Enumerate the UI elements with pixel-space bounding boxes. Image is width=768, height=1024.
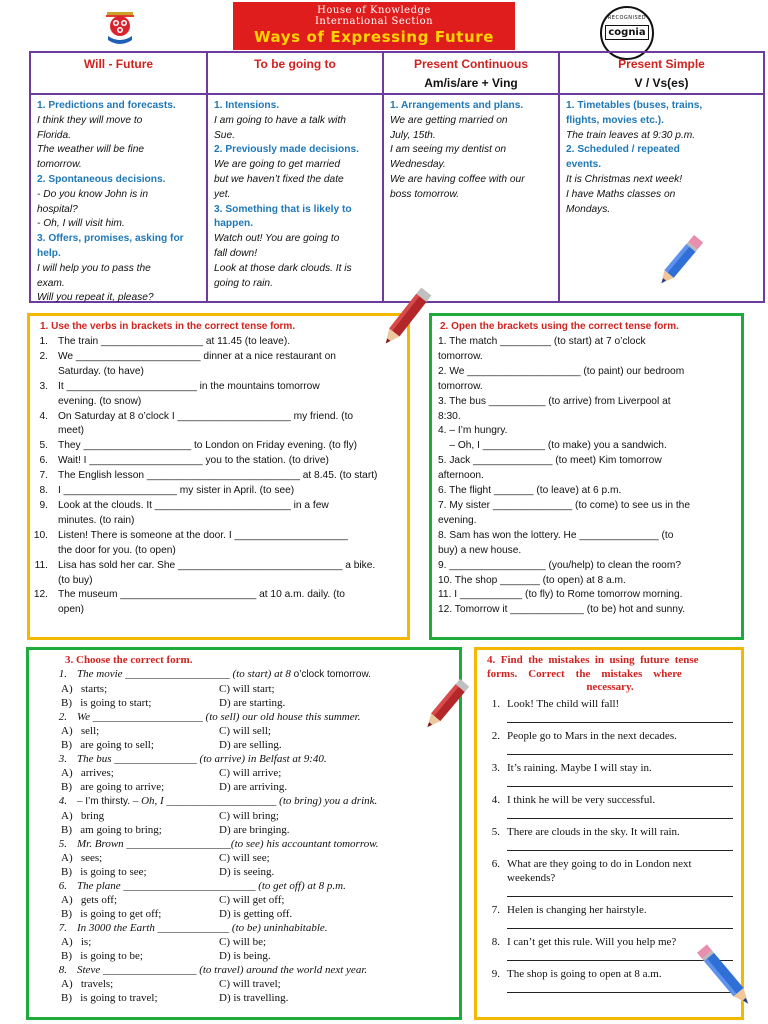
item-text: The English lesson ___________________________ at 8.45. (to start)	[58, 470, 378, 482]
option-b[interactable]: B) is going to start;	[61, 697, 152, 709]
list-item	[481, 871, 741, 885]
list-item: 4. – I’m hungry.	[438, 425, 508, 437]
question-number: 5.	[58, 838, 67, 850]
list-item	[30, 529, 403, 544]
exercise-2	[429, 313, 744, 640]
option-a[interactable]: A) travels;	[61, 978, 114, 990]
question	[29, 752, 455, 766]
item-text: Helen is changing her hairstyle.	[507, 903, 647, 916]
item-number	[30, 514, 58, 529]
item-text: We ______________________ dinner at a nice restaurant on	[58, 350, 336, 362]
list-item: 6. The flight _______ (to leave) at 6 p.m.	[438, 485, 622, 497]
list-item: tomorrow.	[438, 350, 483, 362]
option-a[interactable]: A) sees;	[61, 852, 103, 864]
item-text: There are clouds in the sky. It will rain.	[507, 825, 680, 838]
exercise-title: 2. Open the brackets using the correct tense form.	[440, 321, 679, 332]
column-will-future	[31, 53, 208, 304]
item-number: 11.	[34, 559, 48, 571]
example-sentence: July, 15th.	[390, 129, 436, 141]
question	[29, 963, 455, 977]
option-a[interactable]: A) gets off;	[61, 894, 118, 906]
item-text: Look! The child will fall!	[507, 697, 620, 710]
example-sentence: Wednesday.	[390, 159, 446, 171]
item-text: Wait! I ____________________ you to the station. (to drive)	[58, 455, 329, 467]
usage-heading: flights, movies etc.).	[566, 114, 664, 126]
column-body	[208, 95, 382, 291]
item-text: Saturday. (to have)	[58, 365, 144, 377]
item-text: The train __________________ at 11.45 (to leave).	[58, 336, 291, 347]
example-sentence: It is Christmas next week!	[566, 173, 683, 185]
item-text: What are they going to do in London next	[507, 857, 692, 870]
example-sentence: I have Maths classes on	[566, 188, 676, 200]
answer-line[interactable]	[507, 775, 733, 787]
usage-heading: 1. Predictions and forecasts.	[37, 100, 176, 111]
item-number: 12.	[33, 589, 48, 601]
option-d[interactable]: D) is seeing.	[219, 866, 275, 878]
school-crest-icon	[104, 10, 136, 48]
list-item	[30, 454, 403, 469]
answer-line[interactable]	[507, 885, 733, 897]
column-present-continuous	[384, 53, 560, 301]
options-row	[29, 696, 455, 710]
option-c[interactable]: C) will see;	[219, 852, 270, 864]
item-text: open)	[58, 604, 85, 616]
question-number: 2.	[58, 711, 67, 723]
example-sentence: We are getting married on	[390, 114, 508, 126]
option-d[interactable]: D) are starting.	[219, 697, 286, 709]
exercise-title: 1. Use the verbs in brackets in the correct tense form.	[40, 321, 296, 332]
option-b[interactable]: B) are going to sell;	[61, 739, 154, 751]
question	[29, 794, 455, 809]
list-item: evening.	[438, 514, 477, 526]
example-sentence: Florida.	[37, 129, 71, 141]
item-text: I can’t get this rule. Will you help me?	[507, 935, 677, 948]
item-number: 5.	[39, 440, 48, 452]
item-text: the door for you. (to open)	[58, 544, 176, 556]
example-sentence: The train leaves at 9:30 p.m.	[566, 129, 696, 141]
option-d[interactable]: D) are selling.	[219, 739, 282, 751]
item-number: 1.	[39, 336, 48, 347]
usage-heading: 3. Something that is likely to	[214, 203, 352, 215]
question-text: Mr. Brown ___________________(to see) his accountant tomorrow.	[77, 838, 379, 850]
option-c[interactable]: C) will start;	[219, 683, 275, 695]
option-c[interactable]: C) will bring;	[219, 810, 279, 822]
item-number: 6.	[39, 455, 48, 467]
question-text: The plane ________________________ (to get off) at 8 p.m.	[77, 880, 346, 892]
example-sentence: going to rain.	[214, 277, 273, 289]
example-sentence: hospital?	[37, 203, 78, 215]
example-sentence: yet.	[214, 188, 231, 200]
item-number: 8.	[39, 485, 48, 497]
item-text: It’s raining. Maybe I will stay in.	[507, 761, 652, 774]
item-number: 9.	[491, 967, 500, 980]
list-item	[481, 825, 741, 839]
item-number: 4.	[491, 793, 500, 806]
options-row	[29, 893, 455, 907]
school-name: House of Knowledge	[317, 5, 431, 16]
list-item: tomorrow.	[438, 380, 483, 392]
list-item	[30, 574, 403, 589]
item-number: 8.	[491, 935, 500, 948]
options-row	[29, 682, 455, 696]
list-item: buy) a new house.	[438, 544, 522, 556]
list-item	[30, 350, 403, 365]
page-title: Ways of Expressing Future	[253, 28, 495, 46]
header-banner	[233, 2, 515, 50]
item-text: Lisa has sold her car. She _____________________________ a bike.	[58, 559, 376, 571]
list-item: 9. _________________ (you/help) to clean the room?	[438, 559, 681, 571]
item-number: 3.	[491, 761, 500, 774]
option-c[interactable]: C) will travel;	[219, 978, 281, 990]
example-sentence: - Do you know John is in	[37, 188, 148, 200]
example-sentence: boss tomorrow.	[390, 188, 460, 200]
item-number	[30, 544, 58, 559]
option-c[interactable]: C) will get off;	[219, 894, 285, 906]
list-item	[30, 514, 403, 529]
question-number: 6.	[58, 880, 67, 892]
question	[29, 921, 455, 935]
item-number: 2.	[39, 350, 48, 362]
option-d[interactable]: D) is travelling.	[219, 992, 289, 1004]
item-text: The museum ________________________ at 10 a.m. daily. (to	[58, 589, 345, 601]
item-text: It _______________________ in the mountains tomorrow	[58, 380, 320, 392]
options-row	[29, 907, 455, 921]
example-sentence: I am going to have a talk with	[214, 114, 346, 126]
list-item	[481, 761, 741, 775]
item-number	[30, 395, 58, 410]
item-number: 3.	[39, 380, 48, 392]
options-row	[29, 738, 455, 752]
item-number: 10.	[33, 529, 48, 541]
answer-line[interactable]	[507, 743, 733, 755]
exercise-2-list	[432, 334, 741, 618]
item-text: People go to Mars in the next decades.	[507, 729, 677, 742]
option-d[interactable]: D) is being.	[219, 950, 271, 962]
question-text: We ____________________ (to sell) our old house this summer.	[77, 711, 361, 723]
options-row	[29, 724, 455, 738]
options-row	[29, 865, 455, 879]
exercise-3-list	[29, 667, 459, 1005]
item-number	[30, 603, 58, 618]
item-text: evening. (to snow)	[58, 395, 142, 407]
list-item	[30, 484, 403, 499]
option-b[interactable]: B) are going to arrive;	[61, 781, 165, 793]
question-text: – I’m thirsty. – Oh, I ____________________ (to bring) you a drink.	[77, 795, 378, 807]
option-b[interactable]: B) is going to be;	[61, 950, 143, 962]
option-b[interactable]: B) is going to see;	[61, 866, 147, 878]
item-text: On Saturday at 8 o’clock I ____________________ my friend. (to	[58, 410, 354, 422]
usage-heading: happen.	[214, 218, 254, 230]
exercise-1-list	[30, 334, 407, 618]
column-body	[31, 95, 206, 306]
example-sentence: Look at those dark clouds. It is	[214, 262, 352, 274]
answer-line[interactable]	[507, 917, 733, 929]
usage-heading: help.	[37, 247, 61, 259]
item-text: minutes. (to rain)	[58, 514, 135, 526]
usage-heading: 2. Spontaneous decisions.	[37, 173, 166, 185]
item-number: 2.	[491, 729, 500, 742]
list-item	[481, 729, 741, 743]
item-text: weekends?	[507, 871, 556, 884]
item-number: 1.	[491, 697, 500, 710]
item-number	[481, 871, 507, 885]
column-body	[560, 95, 763, 217]
example-sentence: Mondays.	[566, 203, 611, 215]
example-sentence: Sue.	[214, 129, 235, 141]
list-item: 12. Tomorrow it _____________ (to be) hot and sunny.	[438, 604, 686, 616]
item-text: Listen! There is someone at the door. I ____________________	[58, 529, 348, 541]
list-item	[30, 410, 403, 425]
item-number: 7.	[39, 470, 48, 482]
usage-heading: 1. Intensions.	[214, 100, 280, 111]
item-text: I think he will be very successful.	[507, 793, 656, 806]
question-number: 7.	[58, 922, 67, 934]
options-row	[29, 823, 455, 837]
example-sentence: I think they will move to	[37, 114, 143, 126]
exercise-3	[26, 647, 462, 1020]
option-b[interactable]: B) am going to bring;	[61, 824, 162, 836]
pencil-icon	[650, 230, 710, 297]
list-item	[481, 697, 741, 711]
question-text: The movie ___________________ (to start) at 8 o’clock tomorrow.	[77, 668, 371, 680]
example-sentence: We are having coffee with our	[390, 173, 525, 185]
list-item: 3. The bus __________ (to arrive) from Liverpool at	[438, 395, 671, 407]
item-number	[30, 424, 58, 439]
question-text: Steve _________________ (to travel) around the world next year.	[77, 964, 368, 976]
question	[29, 710, 455, 724]
usage-heading: 2. Previously made decisions.	[214, 144, 359, 156]
usage-heading: 1. Arrangements and plans.	[390, 100, 524, 111]
example-sentence: fall down!	[214, 247, 258, 259]
option-d[interactable]: D) is getting off.	[219, 908, 293, 920]
item-text: Look at the clouds. It ________________________ in a few	[58, 499, 329, 511]
question-number: 1.	[58, 668, 67, 680]
item-text: (to buy)	[58, 574, 93, 586]
question-text: The bus _______________ (to arrive) in Belfast at 9:40.	[77, 753, 327, 765]
item-text: The shop is going to open at 8 a.m.	[507, 967, 662, 980]
list-item	[481, 857, 741, 871]
list-item: 8:30.	[438, 410, 461, 422]
list-item: 2. We ____________________ (to paint) our bedroom	[438, 365, 685, 377]
options-row	[29, 780, 455, 794]
column-header: Will - Future	[31, 53, 206, 95]
pencil-icon	[418, 674, 474, 741]
options-row	[29, 949, 455, 963]
example-sentence: Will you repeat it, please?	[37, 292, 154, 304]
list-item	[30, 380, 403, 395]
list-item	[481, 903, 741, 917]
options-row	[29, 935, 455, 949]
list-item: 5. Jack ______________ (to meet) Kim tomorrow	[438, 455, 662, 467]
option-a[interactable]: A) sell;	[61, 725, 100, 737]
question	[29, 837, 455, 851]
list-item: – Oh, I ___________ (to make) you a sandwich.	[438, 440, 667, 452]
example-sentence: tomorrow.	[37, 159, 82, 171]
list-item	[30, 559, 403, 574]
exercise-title: 3. Choose the correct form.	[65, 654, 193, 666]
list-item: afternoon.	[438, 470, 484, 482]
usage-heading: events.	[566, 159, 602, 171]
example-sentence: - Oh, I will visit him.	[37, 218, 125, 230]
question-number: 4.	[58, 795, 67, 807]
item-number: 9.	[39, 499, 48, 511]
list-item	[30, 499, 403, 514]
question	[29, 879, 455, 893]
item-text: They ___________________ to London on Friday evening. (to fly)	[58, 440, 358, 452]
column-going-to	[208, 53, 384, 301]
question-number: 8.	[58, 964, 67, 976]
exercise-title: 4. Find the mistakes in using future tense forms. Correct the mistakes where necessary.	[487, 654, 699, 693]
option-a[interactable]: A) arrives;	[61, 767, 114, 779]
list-item: 11. I ___________ (to fly) to Rome tomorrow morning.	[438, 589, 683, 601]
option-a[interactable]: A) starts;	[61, 683, 108, 695]
list-item	[30, 588, 403, 603]
options-row	[29, 766, 455, 780]
example-sentence: Watch out! You are going to	[214, 233, 340, 245]
usage-heading: 3. Offers, promises, asking for	[37, 233, 184, 245]
answer-line[interactable]	[507, 711, 733, 723]
list-item	[30, 544, 403, 559]
question-number: 3.	[58, 753, 67, 765]
options-row	[29, 991, 455, 1005]
answer-line[interactable]	[507, 807, 733, 819]
option-c[interactable]: C) will be;	[219, 936, 267, 948]
list-item	[30, 365, 403, 380]
item-number	[30, 365, 58, 380]
list-item: 7. My sister ______________ (to come) to see us in the	[438, 499, 691, 511]
example-sentence: exam.	[37, 277, 65, 289]
usage-heading: 2. Scheduled / repeated	[566, 144, 680, 156]
options-row	[29, 809, 455, 823]
example-sentence: The weather will be fine	[37, 144, 145, 156]
list-item	[30, 469, 403, 484]
list-item	[481, 793, 741, 807]
usage-heading: 1. Timetables (buses, trains,	[566, 100, 703, 111]
option-c[interactable]: C) will sell;	[219, 725, 271, 737]
options-row	[29, 977, 455, 991]
list-item: 8. Sam has won the lottery. He ______________ (to	[438, 529, 674, 541]
list-item	[30, 395, 403, 410]
list-item: 10. The shop _______ (to open) at 8 a.m.	[438, 574, 626, 586]
question-text: In 3000 the Earth _____________ (to be) uninhabitable.	[77, 922, 328, 934]
example-sentence: We are going to get married	[214, 159, 341, 171]
item-text: meet)	[58, 425, 85, 437]
option-d[interactable]: D) are arriving.	[219, 781, 288, 793]
item-number: 6.	[491, 857, 500, 870]
answer-line[interactable]	[507, 839, 733, 851]
item-number: 7.	[491, 903, 500, 916]
option-a[interactable]: A) bring	[61, 810, 105, 822]
column-body	[384, 95, 558, 203]
school-section: International Section	[314, 16, 434, 27]
list-item: 1. The match _________ (to start) at 7 o’clock	[438, 336, 646, 347]
item-number: 5.	[491, 825, 500, 838]
item-text: I ____________________ my sister in April. (to see)	[58, 485, 295, 497]
example-sentence: I am seeing my dentist on	[390, 144, 507, 156]
column-header: Present Simple V / Vs(es)	[560, 53, 763, 95]
option-b[interactable]: B) is going to get off;	[61, 908, 162, 920]
option-a[interactable]: A) is;	[61, 936, 92, 948]
column-header: Present Continuous Am/is/are + Ving	[384, 53, 558, 95]
example-sentence: I will help you to pass the	[37, 262, 151, 274]
exercise-1	[27, 313, 410, 640]
list-item	[30, 439, 403, 454]
example-sentence: but we haven’t fixed the date	[214, 173, 344, 185]
cognia-logo-icon: RECOGNISED cognia	[600, 6, 654, 60]
option-d[interactable]: D) are bringing.	[219, 824, 290, 836]
question	[29, 667, 455, 682]
option-b[interactable]: B) is going to travel;	[61, 992, 158, 1004]
column-header: To be going to	[208, 53, 382, 95]
list-item	[30, 424, 403, 439]
item-number: 4.	[39, 410, 48, 422]
list-item	[30, 603, 403, 618]
list-item	[30, 335, 403, 350]
option-c[interactable]: C) will arrive;	[219, 767, 282, 779]
options-row	[29, 851, 455, 865]
pencil-icon	[690, 938, 762, 1023]
item-number	[30, 574, 58, 589]
